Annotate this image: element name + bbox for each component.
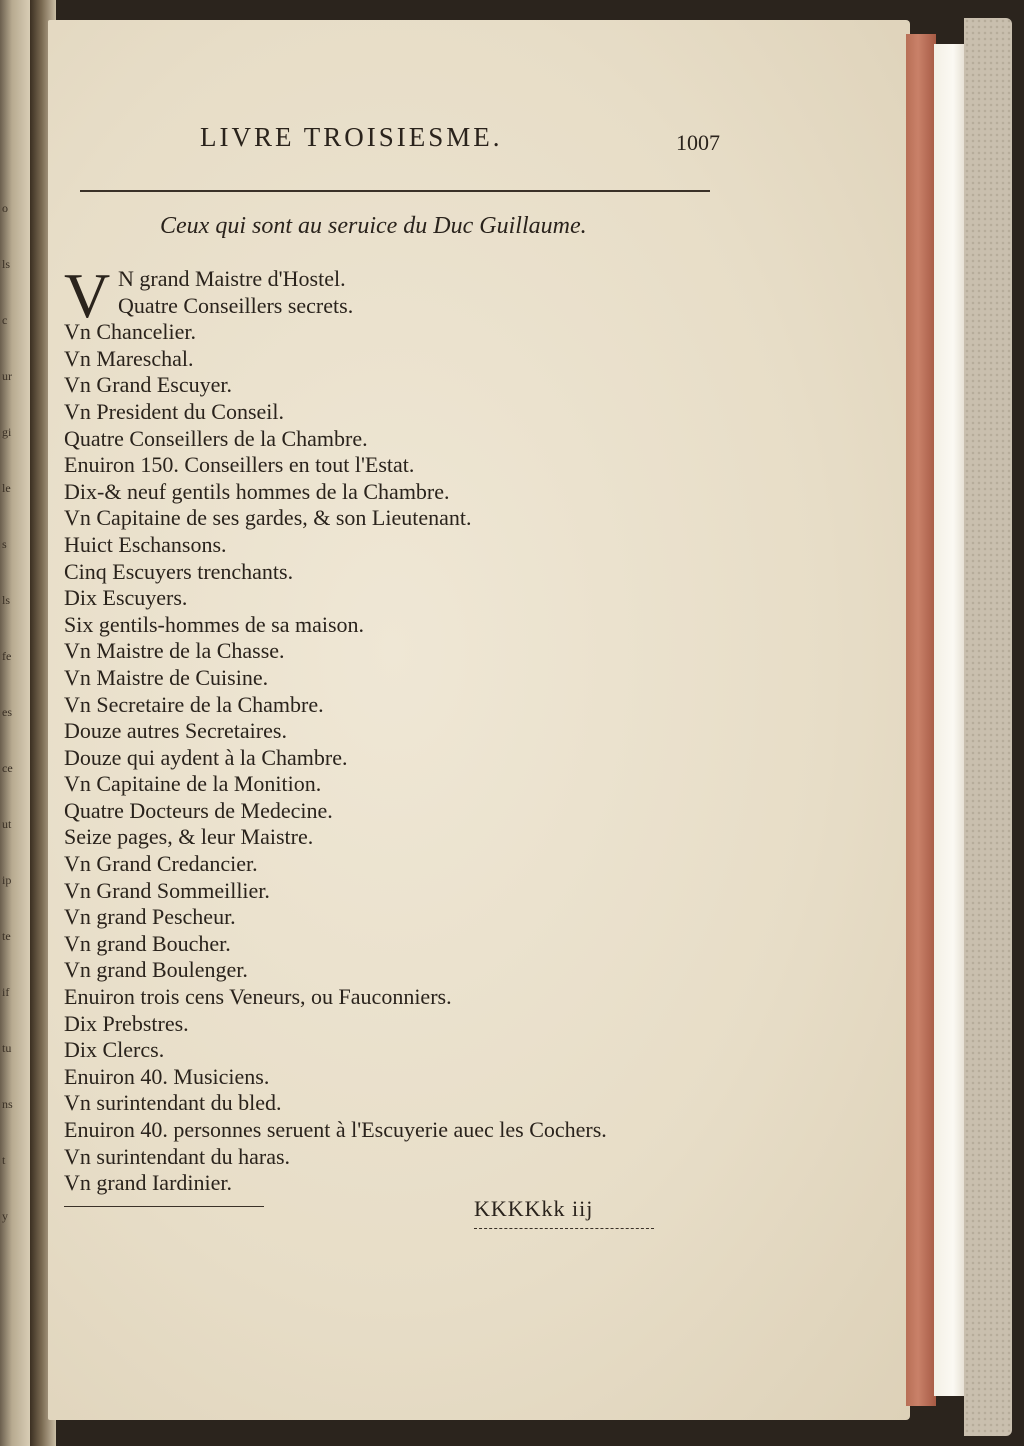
running-head: LIVRE TROISIESME. xyxy=(200,122,503,152)
previous-page-fragment: ls xyxy=(2,257,11,271)
previous-page-fragment: o xyxy=(2,201,8,215)
list-item-text: Douze autres Secretaires. xyxy=(64,718,287,744)
list-item xyxy=(64,771,607,798)
previous-page-fragment: ip xyxy=(2,873,12,887)
list-item-text: Vn grand Boulenger. xyxy=(64,957,248,983)
previous-page-fragment: s xyxy=(2,537,7,551)
list-item-text: Vn Maistre de Cuisine. xyxy=(64,664,269,690)
list-item-text: Vn grand Boucher. xyxy=(64,930,231,956)
list-item xyxy=(64,399,607,426)
list-item xyxy=(64,931,607,958)
list-item-text: Vn Secretaire de la Chambre. xyxy=(64,691,324,717)
list-item-text: Quatre Conseillers de la Chambre. xyxy=(64,425,368,451)
list-item-text: Vn Chancelier. xyxy=(64,319,196,345)
list-item xyxy=(64,798,607,825)
list-item-text: Vn grand Pescheur. xyxy=(64,904,236,930)
list-item xyxy=(64,293,607,320)
previous-page-fragment: if xyxy=(2,985,10,999)
list-item xyxy=(64,532,607,559)
list-item-text: Huict Eschansons. xyxy=(64,531,227,557)
header-rule xyxy=(80,190,710,192)
list-item xyxy=(64,745,607,772)
previous-page-fragment: t xyxy=(2,1153,6,1167)
list-item xyxy=(64,585,607,612)
previous-page-fragment: le xyxy=(2,481,11,495)
list-item xyxy=(64,718,607,745)
list-item-text: Dix Clercs. xyxy=(64,1037,165,1063)
previous-page-fragment: y xyxy=(2,1209,8,1223)
previous-page-edge xyxy=(0,0,30,1446)
previous-page-fragment: tu xyxy=(2,1041,12,1055)
list-item-text: Enuiron 40. personnes seruent à l'Escuyerie auec les Cochers. xyxy=(64,1117,607,1142)
list-item xyxy=(64,692,607,719)
list-item xyxy=(64,505,607,532)
list-item-text: Six gentils-hommes de sa maison. xyxy=(64,611,365,637)
list-item-text: Quatre Conseillers secrets. xyxy=(118,292,354,318)
list-item xyxy=(64,1170,607,1197)
list-item-text: N grand Maistre d'Hostel. xyxy=(118,266,346,291)
previous-page-fragment: es xyxy=(2,705,12,719)
previous-page-fragments xyxy=(2,180,16,1244)
list-item-text: Vn grand Iardinier. xyxy=(64,1170,232,1196)
list-item xyxy=(64,1064,607,1091)
list-item-text: Vn Capitaine de la Monition. xyxy=(64,771,322,797)
list-item-text: Vn Maistre de la Chasse. xyxy=(64,638,285,664)
list-item-text: Vn surintendant du haras. xyxy=(64,1143,291,1169)
list-item-text: Vn Capitaine de ses gardes, & son Lieutenant. xyxy=(64,505,472,531)
list-item xyxy=(64,984,607,1011)
list-item xyxy=(64,1011,607,1038)
previous-page-fragment: gi xyxy=(2,425,12,439)
previous-page-fragment: te xyxy=(2,929,11,943)
list-item xyxy=(64,638,607,665)
signature-mark: KKKKkk iij xyxy=(474,1196,594,1221)
list-item-text: Seize pages, & leur Maistre. xyxy=(64,824,314,850)
list-item xyxy=(64,1037,607,1064)
page-edge-red xyxy=(906,34,936,1406)
list-item xyxy=(64,346,607,373)
list-item-text: Vn Grand Credancier. xyxy=(64,851,258,877)
list-item xyxy=(64,372,607,399)
list-item xyxy=(64,452,607,479)
list-item xyxy=(64,1090,607,1117)
list-item-text: Cinq Escuyers trenchants. xyxy=(64,558,294,584)
household-list xyxy=(64,260,607,1197)
previous-page-fragment: fe xyxy=(2,649,12,663)
list-item xyxy=(64,665,607,692)
list-item-text: Vn Mareschal. xyxy=(64,345,194,371)
list-item-text: Dix Prebstres. xyxy=(64,1010,189,1036)
drop-cap: V xyxy=(64,260,111,331)
list-item-text: Quatre Docteurs de Medecine. xyxy=(64,797,333,823)
previous-page-fragment: ce xyxy=(2,761,13,775)
list-item xyxy=(64,957,607,984)
list-item-text: Vn surintendant du bled. xyxy=(64,1090,282,1116)
list-item xyxy=(64,904,607,931)
list-item xyxy=(64,851,607,878)
list-item xyxy=(64,824,607,851)
binding-board xyxy=(964,18,1012,1436)
list-item xyxy=(64,479,607,506)
list-item-text: Enuiron 40. Musiciens. xyxy=(64,1063,270,1089)
previous-page-fragment: ns xyxy=(2,1097,13,1111)
previous-page-fragment: ut xyxy=(2,817,12,831)
list-item xyxy=(64,1144,607,1171)
list-item xyxy=(64,612,607,639)
list-item xyxy=(64,266,607,293)
list-item-text: Vn Grand Escuyer. xyxy=(64,372,233,398)
list-item-text: Vn President du Conseil. xyxy=(64,398,284,424)
list-item-text: Enuiron trois cens Veneurs, ou Fauconniers. xyxy=(64,984,452,1010)
previous-page-fragment: c xyxy=(2,313,8,327)
list-item xyxy=(64,426,607,453)
list-item xyxy=(64,1117,607,1144)
list-item-text: Dix Escuyers. xyxy=(64,585,188,611)
list-item-text: Vn Grand Sommeillier. xyxy=(64,877,270,903)
page-number: 1007 xyxy=(676,130,720,155)
list-item xyxy=(64,559,607,586)
end-rule xyxy=(64,1206,264,1207)
page-edge-white xyxy=(934,44,966,1396)
list-item-text: Douze qui aydent à la Chambre. xyxy=(64,744,348,770)
list-item xyxy=(64,878,607,905)
list-item-text: Enuiron 150. Conseillers en tout l'Estat. xyxy=(64,452,415,478)
section-title: Ceux qui sont au seruice du Duc Guillaume. xyxy=(160,213,587,239)
signature-underline xyxy=(474,1228,654,1229)
previous-page-fragment: ur xyxy=(2,369,12,383)
list-item xyxy=(64,319,607,346)
list-item-text: Dix-& neuf gentils hommes de la Chambre. xyxy=(64,478,450,504)
previous-page-fragment: ls xyxy=(2,593,11,607)
